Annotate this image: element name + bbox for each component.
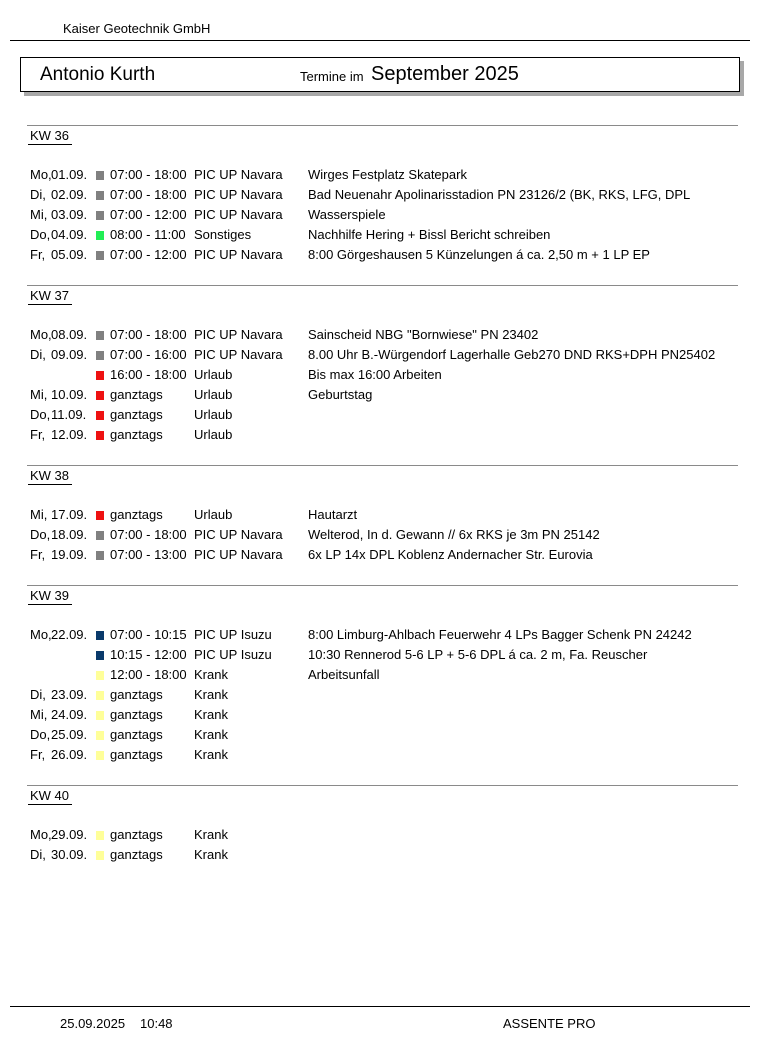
date: 10.09. (51, 387, 88, 402)
appointment-row (0, 325, 780, 345)
time-range: ganztags (110, 427, 163, 442)
time-range: ganztags (110, 407, 163, 422)
appointment-row (0, 845, 780, 865)
description: 6x LP 14x DPL Koblenz Andernacher Str. Eurovia (308, 547, 593, 562)
footer-time: 10:48 (140, 1016, 173, 1031)
category-color-marker (96, 411, 104, 420)
category: Krank (194, 827, 228, 842)
time-range: 08:00 - 11:00 (110, 227, 186, 242)
category: PIC UP Navara (194, 187, 283, 202)
category: Sonstiges (194, 227, 252, 242)
time-range: 07:00 - 13:00 (110, 547, 187, 562)
appointment-row (0, 725, 780, 745)
time-range: 07:00 - 18:00 (110, 527, 187, 542)
category-color-marker (96, 671, 104, 680)
date: 26.09. (51, 747, 88, 762)
category-color-marker (96, 631, 104, 640)
time-range: ganztags (110, 747, 163, 762)
category: Urlaub (194, 427, 233, 442)
week-label-underline (28, 484, 72, 485)
description: Wasserspiele (308, 207, 386, 222)
week-divider (27, 465, 738, 466)
appointment-row (0, 825, 780, 845)
category: Urlaub (194, 407, 233, 422)
date: 03.09. (51, 207, 88, 222)
description: Nachhilfe Hering + Bissl Bericht schreiben (308, 227, 551, 242)
category: Urlaub (194, 387, 233, 402)
date: 17.09. (51, 507, 88, 522)
appointment-row (0, 205, 780, 225)
weekday: Di, (30, 187, 46, 202)
category-color-marker (96, 511, 104, 520)
description: Wirges Festplatz Skatepark (308, 167, 467, 182)
appointment-row (0, 665, 780, 685)
appointment-row (0, 645, 780, 665)
month-title: September 2025 (371, 63, 519, 85)
category: PIC UP Navara (194, 527, 283, 542)
appointment-row (0, 405, 780, 425)
weekday: Di, (30, 847, 46, 862)
termine-prefix: Termine im (300, 69, 364, 84)
weekday: Mi, (30, 207, 48, 222)
weekday: Mo, (30, 327, 52, 342)
time-range: 07:00 - 18:00 (110, 327, 187, 342)
week-label-underline (28, 804, 72, 805)
category-color-marker (96, 831, 104, 840)
category-color-marker (96, 731, 104, 740)
time-range: ganztags (110, 687, 163, 702)
weekday: Mo, (30, 827, 52, 842)
category-color-marker (96, 691, 104, 700)
appointment-row (0, 505, 780, 525)
week-label: KW 37 (30, 288, 70, 303)
week-divider (27, 585, 738, 586)
category-color-marker (96, 531, 104, 540)
footer-app-name: ASSENTE PRO (503, 1016, 596, 1031)
description: 10:30 Rennerod 5-6 LP + 5-6 DPL á ca. 2 m, Fa. Reuscher (308, 647, 648, 662)
date: 19.09. (51, 547, 88, 562)
date: 04.09. (51, 227, 88, 242)
weekday: Mi, (30, 707, 48, 722)
time-range: 07:00 - 12:00 (110, 207, 187, 222)
week-label: KW 39 (30, 588, 70, 603)
weekday: Mo, (30, 167, 52, 182)
category-color-marker (96, 431, 104, 440)
category: PIC UP Navara (194, 167, 283, 182)
person-name: Antonio Kurth (40, 64, 156, 85)
date: 30.09. (51, 847, 88, 862)
weekday: Mo, (30, 627, 52, 642)
date: 24.09. (51, 707, 88, 722)
description: 8:00 Limburg-Ahlbach Feuerwehr 4 LPs Bagger Schenk PN 24242 (308, 627, 692, 642)
description: Geburtstag (308, 387, 373, 402)
category-color-marker (96, 231, 104, 240)
weekday: Do, (30, 227, 51, 242)
time-range: 07:00 - 18:00 (110, 187, 187, 202)
category-color-marker (96, 851, 104, 860)
time-range: 07:00 - 12:00 (110, 247, 187, 262)
date: 12.09. (51, 427, 88, 442)
footer-divider (10, 1006, 750, 1007)
weekday: Fr, (30, 247, 46, 262)
description: 8.00 Uhr B.-Würgendorf Lagerhalle Geb270 DND RKS+DPH PN25402 (308, 347, 716, 362)
category-color-marker (96, 391, 104, 400)
description: Hautarzt (308, 507, 358, 522)
weekday: Di, (30, 687, 46, 702)
category: Krank (194, 687, 228, 702)
week-divider (27, 285, 738, 286)
weekday: Di, (30, 347, 46, 362)
appointment-row (0, 425, 780, 445)
appointment-row (0, 365, 780, 385)
category: PIC UP Navara (194, 247, 283, 262)
category-color-marker (96, 171, 104, 180)
date: 18.09. (51, 527, 88, 542)
description: Welterod, In d. Gewann // 6x RKS je 3m PN 25142 (308, 527, 600, 542)
weekday: Do, (30, 527, 51, 542)
category: PIC UP Navara (194, 547, 283, 562)
category: Krank (194, 707, 228, 722)
date: 09.09. (51, 347, 88, 362)
appointment-row (0, 545, 780, 565)
date: 08.09. (51, 327, 88, 342)
category: Urlaub (194, 507, 233, 522)
category: Krank (194, 847, 228, 862)
time-range: ganztags (110, 707, 163, 722)
week-divider (27, 785, 738, 786)
description: Sainscheid NBG "Bornwiese" PN 23402 (308, 327, 539, 342)
weekday: Do, (30, 407, 51, 422)
date: 05.09. (51, 247, 88, 262)
time-range: ganztags (110, 847, 163, 862)
time-range: 16:00 - 18:00 (110, 367, 187, 382)
appointment-row (0, 245, 780, 265)
category-color-marker (96, 211, 104, 220)
description: Bis max 16:00 Arbeiten (308, 367, 442, 382)
category-color-marker (96, 251, 104, 260)
appointment-row (0, 705, 780, 725)
category: PIC UP Navara (194, 207, 283, 222)
date: 01.09. (51, 167, 88, 182)
category-color-marker (96, 371, 104, 380)
category-color-marker (96, 191, 104, 200)
category: PIC UP Navara (194, 327, 283, 342)
time-range: 07:00 - 18:00 (110, 167, 187, 182)
weekday: Do, (30, 727, 51, 742)
week-label-underline (28, 604, 72, 605)
category-color-marker (96, 351, 104, 360)
appointment-row (0, 745, 780, 765)
weekday: Fr, (30, 747, 46, 762)
appointment-row (0, 625, 780, 645)
appointment-row (0, 685, 780, 705)
category: Krank (194, 747, 228, 762)
category-color-marker (96, 711, 104, 720)
time-range: 07:00 - 16:00 (110, 347, 187, 362)
date: 23.09. (51, 687, 88, 702)
date: 22.09. (51, 627, 88, 642)
category: PIC UP Isuzu (194, 647, 272, 662)
time-range: ganztags (110, 387, 163, 402)
category: PIC UP Navara (194, 347, 283, 362)
category: Krank (194, 667, 228, 682)
category-color-marker (96, 651, 104, 660)
weekday: Mi, (30, 507, 48, 522)
description: Bad Neuenahr Apolinarisstadion PN 23126/2 (BK, RKS, LFG, DPL (308, 187, 691, 202)
time-range: ganztags (110, 507, 163, 522)
appointment-row (0, 225, 780, 245)
date: 11.09. (51, 407, 87, 422)
category: PIC UP Isuzu (194, 627, 272, 642)
week-label: KW 38 (30, 468, 70, 483)
week-label-underline (28, 304, 72, 305)
week-divider (27, 125, 738, 126)
time-range: ganztags (110, 827, 163, 842)
appointment-row (0, 165, 780, 185)
category-color-marker (96, 551, 104, 560)
appointment-row (0, 525, 780, 545)
date: 02.09. (51, 187, 88, 202)
week-label: KW 36 (30, 128, 70, 143)
time-range: 07:00 - 10:15 (110, 627, 187, 642)
title-box (20, 57, 740, 92)
category-color-marker (96, 751, 104, 760)
weekday: Fr, (30, 427, 46, 442)
description: 8:00 Görgeshausen 5 Künzelungen á ca. 2,50 m + 1 LP EP (308, 247, 650, 262)
description: Arbeitsunfall (308, 667, 380, 682)
weekday: Fr, (30, 547, 46, 562)
time-range: ganztags (110, 727, 163, 742)
date: 29.09. (51, 827, 88, 842)
time-range: 12:00 - 18:00 (110, 667, 187, 682)
appointment-row (0, 385, 780, 405)
appointment-row (0, 185, 780, 205)
category-color-marker (96, 331, 104, 340)
time-range: 10:15 - 12:00 (110, 647, 187, 662)
category: Urlaub (194, 367, 233, 382)
footer-date: 25.09.2025 (60, 1016, 126, 1031)
week-label: KW 40 (30, 788, 70, 803)
weekday: Mi, (30, 387, 48, 402)
header-divider (10, 40, 750, 41)
company-name: Kaiser Geotechnik GmbH (63, 21, 211, 36)
category: Krank (194, 727, 228, 742)
date: 25.09. (51, 727, 88, 742)
week-label-underline (28, 144, 72, 145)
appointment-row (0, 345, 780, 365)
